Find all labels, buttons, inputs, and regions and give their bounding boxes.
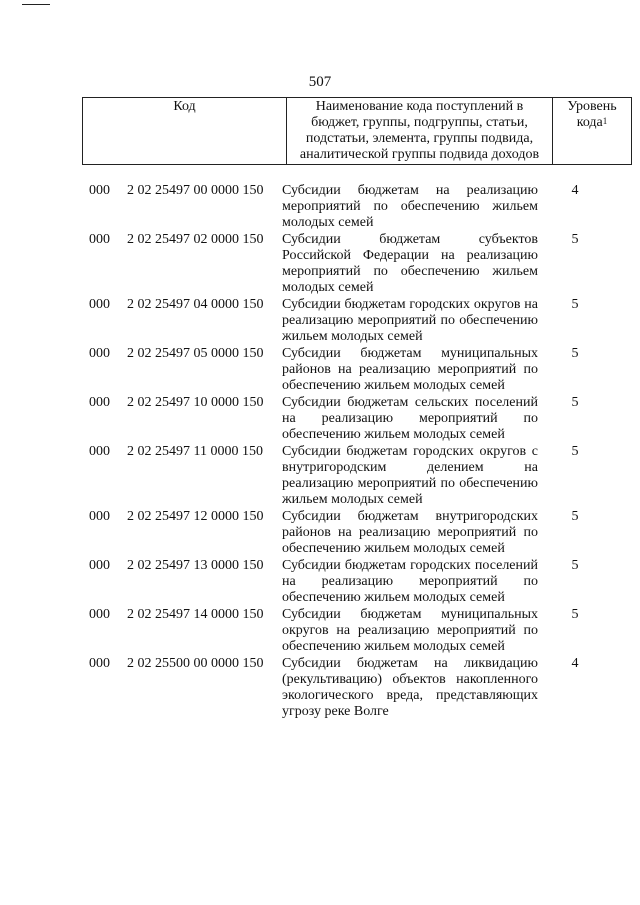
row-admin-code: 000 [89,395,110,410]
header-name [287,98,553,165]
row-revenue-code: 2 02 25497 14 0000 150 [127,607,264,622]
header-level-label: Уровень кода [567,99,617,130]
table-row [0,558,640,606]
row-level: 5 [571,509,579,524]
row-revenue-code: 2 02 25497 00 0000 150 [127,183,264,198]
header-row [83,98,632,165]
table-row [0,656,640,720]
row-revenue-code: 2 02 25497 13 0000 150 [127,558,264,573]
row-admin-code: 000 [89,346,110,361]
page-number: 507 [308,74,332,90]
row-name: Субсидии бюджетам внутригородских районов на реализацию мероприятий по обеспечению жильем молодых семей [282,509,538,556]
row-name: Субсидии бюджетам городских округов на реализацию мероприятий по обеспечению жильем молодых семей [282,297,538,344]
table-row [0,232,640,296]
row-name: Субсидии бюджетам городских округов с внутригородским делением на реализацию мероприятий по обеспечению жильем молодых семей [282,444,538,507]
row-admin-code: 000 [89,444,110,459]
row-admin-code: 000 [89,183,110,198]
row-admin-code: 000 [89,558,110,573]
header-name-label: Наименование кода поступлений в бюджет, группы, подгруппы, статьи, подстатьи, элемента, группы подвида, аналитической группы подвида доходов [299,99,540,162]
row-admin-code: 000 [89,297,110,312]
row-revenue-code: 2 02 25497 02 0000 150 [127,232,264,247]
row-revenue-code: 2 02 25497 10 0000 150 [127,395,264,410]
table-row [0,607,640,655]
row-revenue-code: 2 02 25497 12 0000 150 [127,509,264,524]
scan-corner-mark [22,4,50,5]
table-row [0,395,640,443]
table-row [0,346,640,394]
row-name: Субсидии бюджетам субъектов Российской Федерации на реализацию мероприятий по обеспечению жильем молодых семей [282,232,538,295]
row-revenue-code: 2 02 25497 11 0000 150 [127,444,263,459]
header-level-footnote: 1 [602,116,608,126]
row-revenue-code: 2 02 25497 05 0000 150 [127,346,264,361]
row-name: Субсидии бюджетам на реализацию мероприятий по обеспечению жильем молодых семей [282,183,538,230]
row-level: 5 [571,346,579,361]
row-level: 5 [571,607,579,622]
row-name: Субсидии бюджетам сельских поселений на реализацию мероприятий по обеспечению жильем молодых семей [282,395,538,442]
row-level: 5 [571,444,579,459]
row-level: 5 [571,558,579,573]
row-admin-code: 000 [89,607,110,622]
table-row [0,183,640,231]
row-admin-code: 000 [89,656,110,671]
row-name: Субсидии бюджетам городских поселений на реализацию мероприятий по обеспечению жильем молодых семей [282,558,538,605]
header-code-label: Код [173,99,196,114]
row-name: Субсидии бюджетам на ликвидацию (рекультивацию) объектов накопленного экологического вреда, представляющих угрозу реке Волге [282,656,538,719]
row-level: 5 [571,297,579,312]
table-row [0,297,640,345]
table-row [0,509,640,557]
header-level [553,98,632,165]
row-level: 5 [571,232,579,247]
column-header-table [82,97,632,165]
row-admin-code: 000 [89,232,110,247]
row-revenue-code: 2 02 25500 00 0000 150 [127,656,264,671]
row-level: 5 [571,395,579,410]
row-level: 4 [571,183,579,198]
header-code [83,98,287,165]
row-level: 4 [571,656,579,671]
row-revenue-code: 2 02 25497 04 0000 150 [127,297,264,312]
row-name: Субсидии бюджетам муниципальных районов на реализацию мероприятий по обеспечению жильем молодых семей [282,346,538,393]
row-name: Субсидии бюджетам муниципальных округов на реализацию мероприятий по обеспечению жильем молодых семей [282,607,538,654]
row-admin-code: 000 [89,509,110,524]
table-row [0,444,640,508]
revenue-code-list [0,183,640,721]
